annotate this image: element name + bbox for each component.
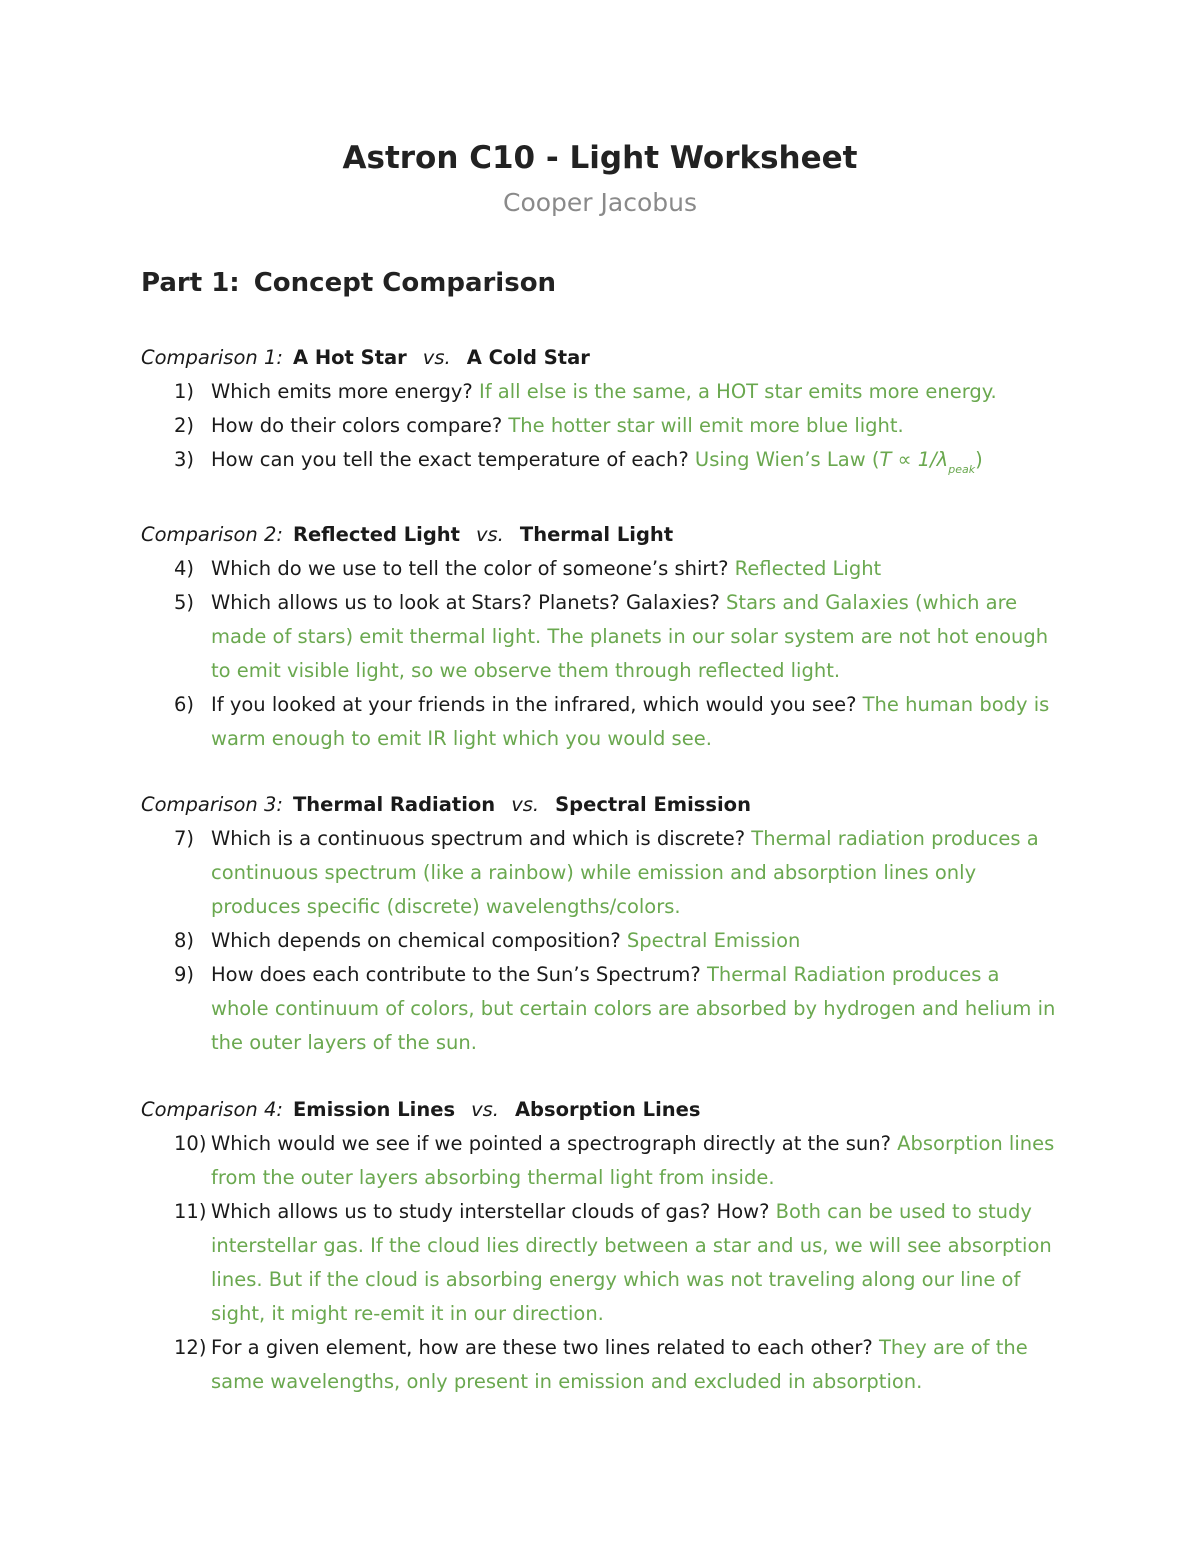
answer-text: They are of the same wavelengths, only present in emission and excluded in absorption. [211,1336,1028,1393]
part-number: Part 1: [141,268,240,298]
question-list [0,822,1200,1060]
comparison-term-a: Reflected Light [292,523,460,546]
comparison-label: Comparison 4: [141,1098,283,1121]
question-item [0,1127,1061,1195]
question-number: 1) [174,380,195,403]
question-number: 10) [174,1132,207,1155]
comparison-term-b: Thermal Light [519,523,674,546]
answer-text: Stars and Galaxies (which are made of stars) emit thermal light. The planets in our solar system are not hot enough to emit visible light, so we observe them through reflected light. [211,591,1049,682]
comparison-term-b: A Cold Star [466,346,590,369]
answer-text: Spectral Emission [626,929,801,952]
question-text: For a given element, how are these two lines related to each other? [211,1336,879,1359]
question-list [0,552,1200,756]
question-number: 5) [174,591,195,614]
part-title: Concept Comparison [253,268,557,298]
question-item [0,443,1061,487]
question-text: Which emits more energy? [211,380,479,403]
question-item [0,1195,1061,1331]
question-item [0,375,1061,409]
comparison-vs: vs. [511,793,540,816]
question-number: 3) [174,448,195,471]
answer-text: Thermal Radiation produces a whole continuum of colors, but certain colors are absorbed by hydrogen and helium in the outer layers of the sun. [211,963,1056,1054]
answer-text: Reflected Light [734,557,882,580]
answer-text: Absorption lines from the outer layers absorbing thermal light from inside. [211,1132,1055,1189]
question-text: Which do we use to tell the color of someone’s shirt? [211,557,735,580]
question-text: Which allows us to look at Stars? Planets? Galaxies? [211,591,727,614]
comparison-heading [141,788,751,822]
question-item [0,586,1061,688]
question-text: Which depends on chemical composition? [211,929,627,952]
wien-law-subscript: peak [948,463,976,476]
answer-text: Thermal radiation produces a continuous spectrum (like a rainbow) while emission and absorption lines only produces specific (discrete) wavelengths/colors. [211,827,1039,918]
comparison-label: Comparison 3: [141,793,283,816]
comparison-term-a: Thermal Radiation [292,793,496,816]
question-item [0,688,1061,756]
comparison-term-a: A Hot Star [292,346,407,369]
question-number: 11) [174,1200,207,1223]
question-text: Which would we see if we pointed a spectrograph directly at the sun? [211,1132,898,1155]
comparison-heading [141,341,590,375]
question-item [0,1331,1061,1399]
answer-text: The hotter star will emit more blue light. [508,414,904,437]
comparison-vs: vs. [471,1098,499,1121]
comparison-vs: vs. [475,523,504,546]
question-number: 7) [174,827,195,850]
answer-text: Both can be used to study interstellar gas. If the cloud lies directly between a star and us, we will see absorption lines. But if the cloud is absorbing energy which was not traveling along our line of sight, it might re-emit it in our direction. [211,1200,1052,1325]
part-heading [141,268,556,298]
question-text: If you looked at your friends in the infrared, which would you see? [211,693,863,716]
wien-law-formula: T ∝ 1/λ [879,448,949,471]
comparison-term-b: Spectral Emission [555,793,751,816]
question-number: 2) [174,414,195,437]
question-list [0,375,1200,487]
answer-text: Using Wien’s Law ( [694,448,880,471]
question-number: 9) [174,963,195,986]
question-number: 4) [174,557,195,580]
comparison-heading [141,1093,701,1127]
question-item [0,924,1061,958]
question-number: 12) [174,1336,207,1359]
question-text: Which allows us to study interstellar clouds of gas? How? [211,1200,776,1223]
question-item [0,409,1061,443]
question-number: 8) [174,929,195,952]
question-item [0,822,1061,924]
question-list [0,1127,1200,1399]
page-title: Astron C10 - Light Worksheet [342,140,858,176]
answer-text: The human body is warm enough to emit IR light which you would see. [211,693,1050,750]
question-text: How does each contribute to the Sun’s Spectrum? [211,963,707,986]
comparison-term-b: Absorption Lines [514,1098,701,1121]
question-text: How do their colors compare? [211,414,509,437]
question-item [0,552,1061,586]
question-number: 6) [174,693,195,716]
comparison-heading [141,518,673,552]
question-text: Which is a continuous spectrum and which is discrete? [211,827,752,850]
answer-text-end: ) [975,448,983,471]
question-text: How can you tell the exact temperature of each? [211,448,695,471]
question-item [0,958,1061,1060]
author-name: Cooper Jacobus [503,188,697,217]
comparison-label: Comparison 1: [141,346,283,369]
comparison-term-a: Emission Lines [292,1098,456,1121]
comparison-label: Comparison 2: [141,523,283,546]
comparison-vs: vs. [422,346,451,369]
answer-text: If all else is the same, a HOT star emits more energy. [478,380,997,403]
